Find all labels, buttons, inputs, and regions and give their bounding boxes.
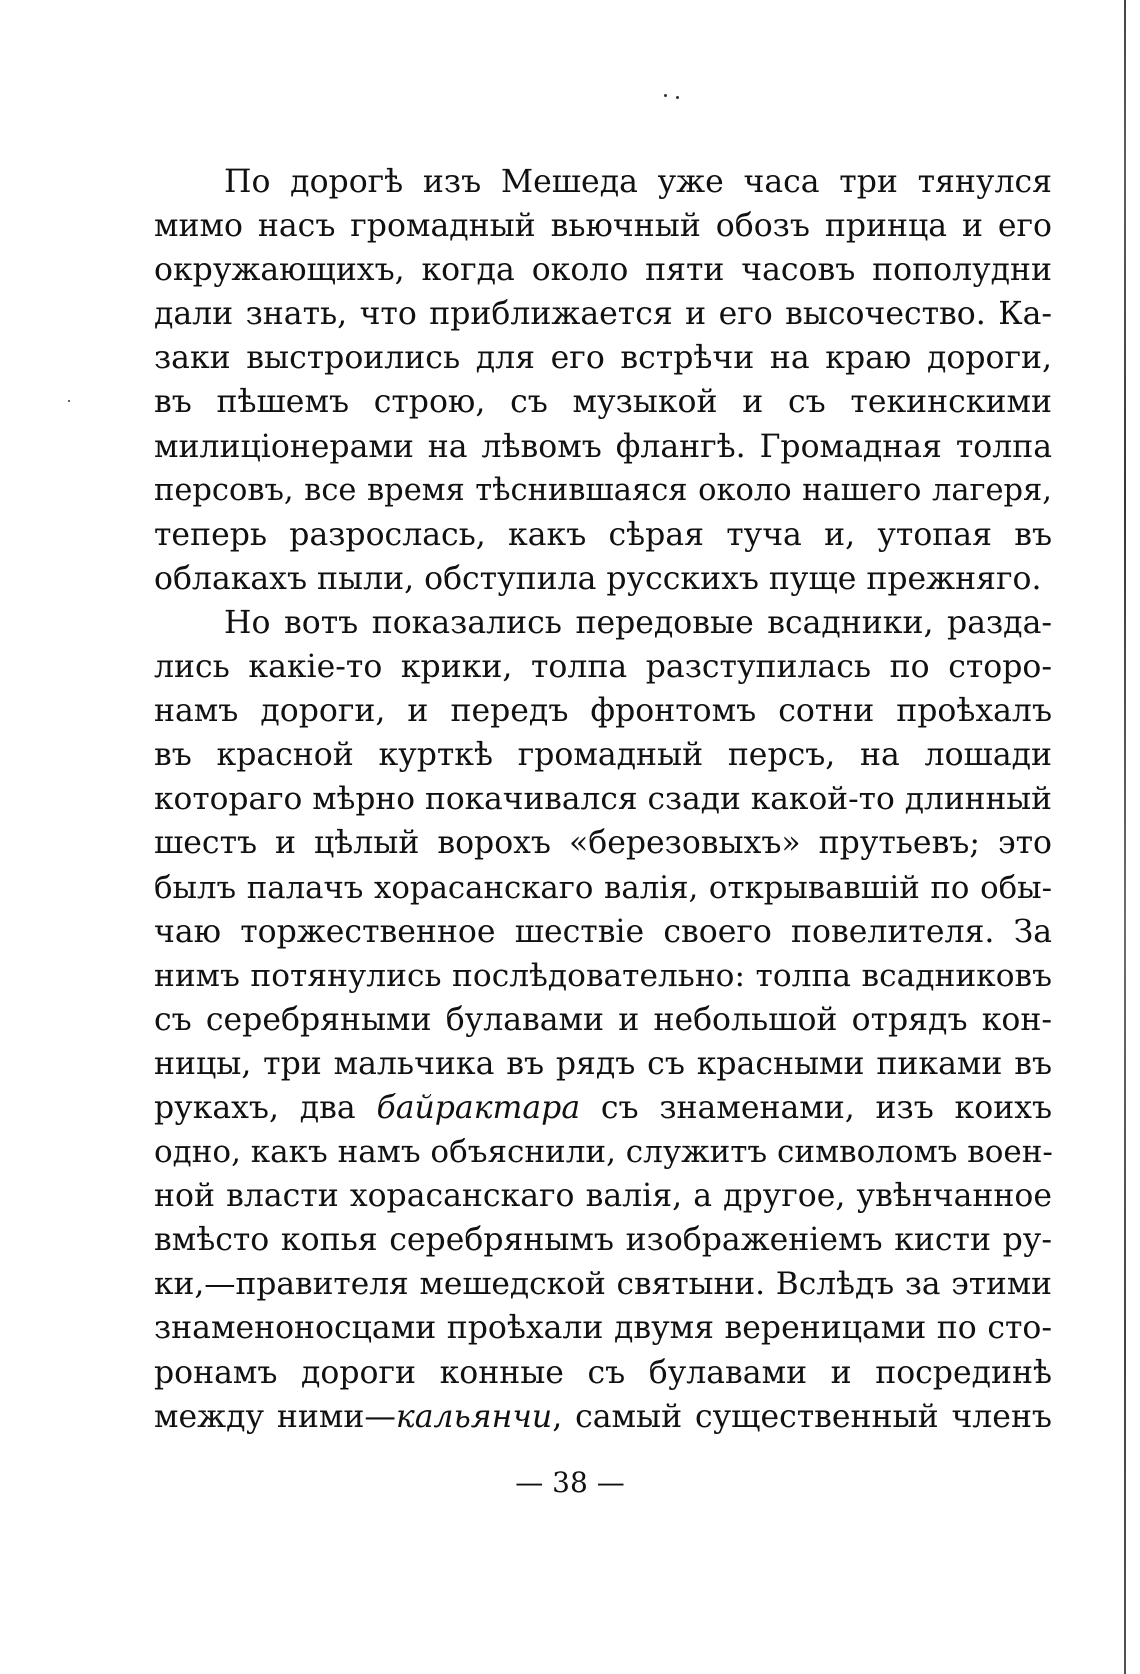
page-number: — 38 — [515,1466,625,1499]
text-line: нимъ потянулись послѣдовательно: толпа всадниковъ [154,957,1052,994]
text-run: съ знаменами, изъ коихъ [580,1089,1052,1126]
body-text [154,160,1052,1439]
text-line: чаю торжественное шествіе своего повелителя. За [154,913,1052,950]
text-run: рукахъ, два [154,1089,377,1126]
text-line [154,1395,1052,1439]
page-edge-shadow [1124,0,1126,1674]
text-line: въ красной курткѣ громадный персъ, на лошади [154,737,1052,774]
text-line [154,1086,1052,1130]
text-line: персовъ, все время тѣснившаяся около нашего лагеря, [154,472,1052,508]
text-line: облакахъ пыли, обступила русскихъ пуще прежняго. [154,560,1042,597]
text-line: вмѣсто копья серебрянымъ изображеніемъ кисти ру- [154,1222,1052,1259]
text-line: одно, какъ намъ объяснили, служитъ символомъ воен- [154,1134,1053,1171]
text-line: намъ дороги, и передъ фронтомъ сотни проѣхалъ [154,693,1052,730]
text-line: милиціонерами на лѣвомъ флангѣ. Громадная толпа [154,428,1052,465]
italic-term: кальянчи [395,1398,553,1435]
text-line: теперь разрослась, какъ сѣрая туча и, утопая въ [154,516,1052,553]
text-line: шестъ и цѣлый ворохъ «березовыхъ» прутьевъ; это [154,825,1052,862]
text-line: дали знать, что приближается и его высочество. Ка- [154,296,1052,333]
print-speck [676,96,679,99]
italic-term: байрактара [376,1089,581,1126]
text-line: окружающихъ, когда около пяти часовъ пополудни [154,252,1052,289]
text-line: ки,—правителя мешедской святыни. Вслѣдъ за этими [154,1266,1052,1303]
text-line: ной власти хорасанскаго валія, а другое, увѣнчанное [154,1178,1052,1215]
text-line: Но вотъ показались передовые всадники, разда- [224,604,1052,641]
text-line: заки выстроились для его встрѣчи на краю дороги, [154,340,1052,377]
text-line: ницы, три мальчика въ рядъ съ красными пиками въ [154,1045,1052,1082]
text-line: въ пѣшемъ строю, съ музыкой и съ текинскими [154,384,1052,421]
text-run: между ними— [154,1398,396,1435]
text-line: По дорогѣ изъ Мешеда уже часа три тянулся [224,164,1052,200]
print-speck [68,400,70,402]
text-line: съ серебряными булавами и небольшой отрядъ кон- [154,1001,1052,1038]
text-line: былъ палачъ хорасанскаго валія, открывавшій по обы- [154,869,1052,906]
text-line: котораго мѣрно покачивался сзади какой-то длинный [154,781,1052,818]
text-line: лись какіе-то крики, толпа разступилась по сторо- [154,649,1052,686]
text-run: , самый существенный членъ [552,1398,1052,1435]
text-line: ронамъ дороги конные съ булавами и посрединѣ [154,1354,1052,1391]
print-speck [664,94,667,97]
text-line: знаменоносцами проѣхали двумя вереницами по сто- [154,1310,1052,1347]
text-line: мимо насъ громадный вьючный обозъ принца и его [154,208,1052,245]
